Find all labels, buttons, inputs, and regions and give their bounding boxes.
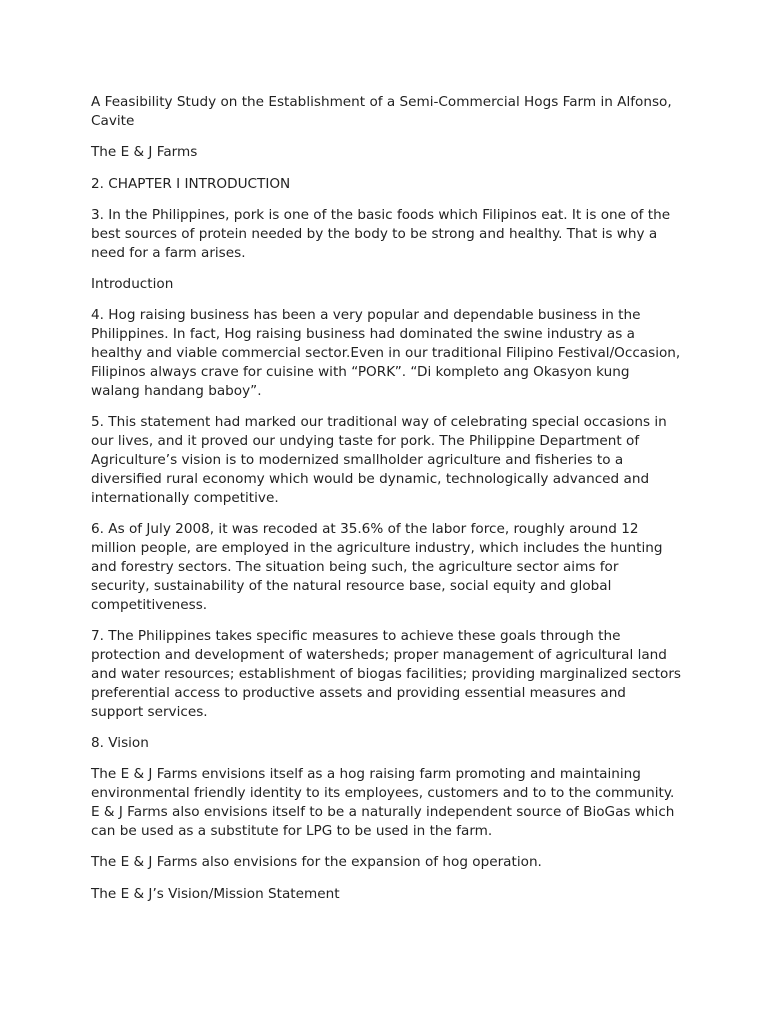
document-page xyxy=(91,93,681,916)
document-title: A Feasibility Study on the Establishment of a Semi-Commercial Hogs Farm in Alfonso, Cavite xyxy=(91,94,672,129)
introduction-heading: Introduction xyxy=(91,275,174,292)
paragraph-3: 3. In the Philippines, pork is one of the basic foods which Filipinos eat. It is one of the best sources of protein needed by the body to be strong and healthy. That is why a need for a farm arises. xyxy=(91,206,671,261)
vision-mission-heading: The E & J’s Vision/Mission Statement xyxy=(91,885,340,902)
paragraph-5: 5. This statement had marked our traditional way of celebrating special occasions in our lives, and it proved our undying taste for pork. The Philippine Department of Agriculture’s vision is to modernized smallholder agriculture and fisheries to a diversified rural economy which would be dynamic, technologically advanced and internationally competitive. xyxy=(91,414,667,506)
vision-heading: 8. Vision xyxy=(91,734,149,751)
chapter-heading: 2. CHAPTER I INTRODUCTION xyxy=(91,175,291,192)
paragraph-4: 4. Hog raising business has been a very popular and dependable business in the Philippines. In fact, Hog raising business had dominated the swine industry as a healthy and viable commercial sector.Even in our traditional Filipino Festival/Occasion, Filipinos always crave for cuisine with “PORK”. “Di kompleto ang Okasyon kung walang handang baboy”. xyxy=(91,307,681,399)
expansion-paragraph: The E & J Farms also envisions for the expansion of hog operation. xyxy=(91,854,542,871)
vision-paragraph: The E & J Farms envisions itself as a hog raising farm promoting and maintaining environmental friendly identity to its employees, customers and to to the community. E & J Farms also envisions itself to be a naturally independent source of BioGas which can be used as a substitute for LPG to be used in the farm. xyxy=(91,766,675,839)
farm-name: The E & J Farms xyxy=(91,144,198,161)
paragraph-7: 7. The Philippines takes specific measures to achieve these goals through the protection and development of watersheds; proper management of agricultural land and water resources; establishment of biogas facilities; providing marginalized sectors preferential access to productive assets and providing essential measures and support services. xyxy=(91,627,682,720)
paragraph-6: 6. As of July 2008, it was recoded at 35.6% of the labor force, roughly around 12 million people, are employed in the agriculture industry, which includes the hunting and forestry sectors. The situation being such, the agriculture sector aims for security, sustainability of the natural resource base, social equity and global competitiveness. xyxy=(91,521,663,613)
